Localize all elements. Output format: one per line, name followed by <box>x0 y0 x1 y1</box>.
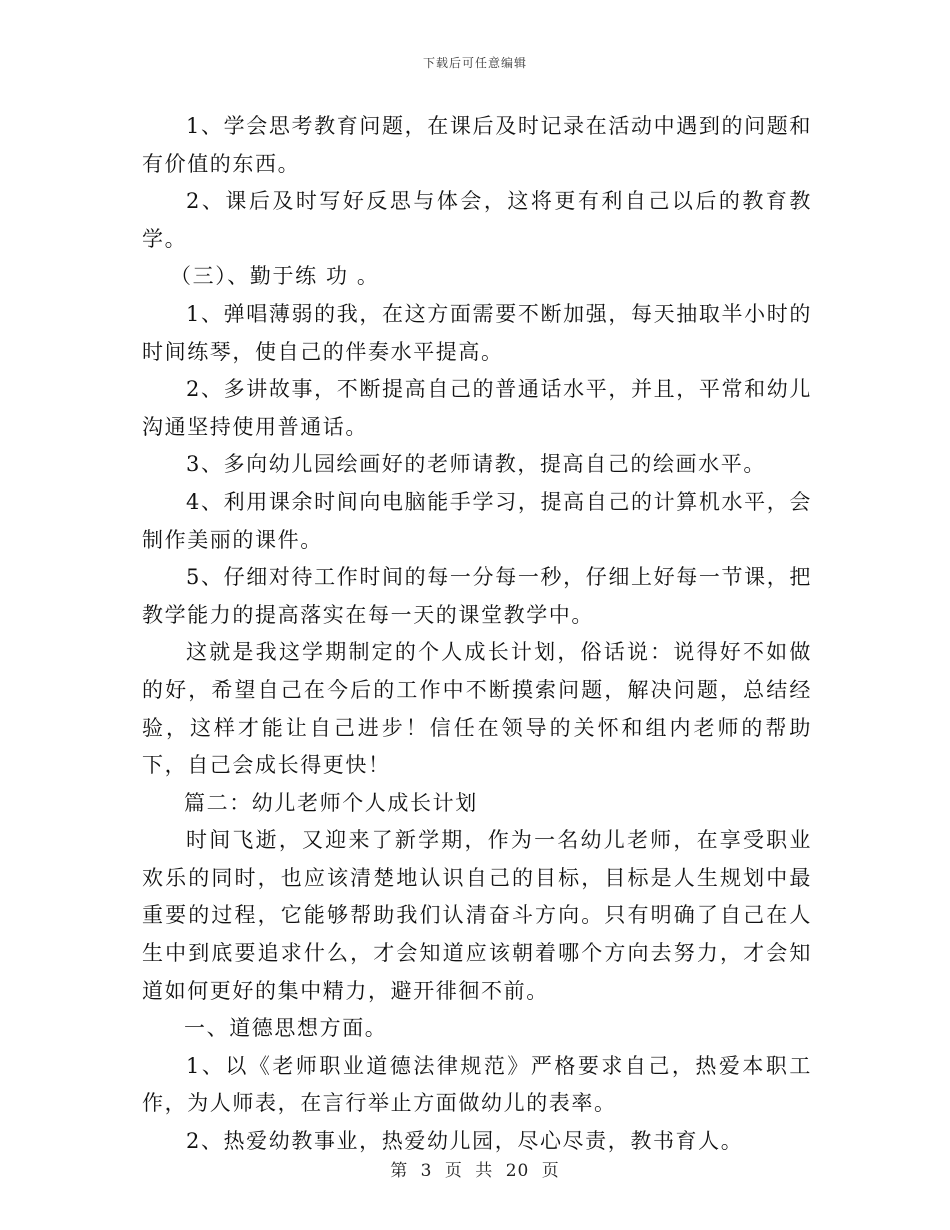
paragraph: 2、课后及时写好反思与体会，这将更有利自己以后的教育教学。 <box>142 189 812 251</box>
body-text <box>142 108 812 1161</box>
page-footer: 第 3 页 共 20 页 <box>390 1161 560 1181</box>
page-header: 下载后可任意编辑 <box>422 56 527 70</box>
paragraph: 时间飞逝，又迎来了新学期，作为一名幼儿老师，在享受职业欢乐的同时，也应该清楚地认识自己的目标，目标是人生规划中最重要的过程，它能够帮助我们认清奋斗方向。只有明确了自己在人生中到底要追求什么，才会知道应该朝着哪个方向去努力，才会知道如何更好的集中精力，避开徘徊不前。 <box>142 828 812 1003</box>
paragraph: 2、热爱幼教事业，热爱幼儿园，尽心尽责，教书育人。 <box>186 1129 744 1154</box>
section-heading: （三）、勤于练 功 。 <box>170 264 380 289</box>
paragraph: 2、多讲故事，不断提高自己的普通话水平，并且，平常和幼儿沟通坚持使用普通话。 <box>142 377 812 439</box>
paragraph: 5、仔细对待工作时间的每一分每一秒，仔细上好每一节课，把教学能力的提高落实在每一天的课堂教学中。 <box>142 565 812 627</box>
section-heading: 一、道德思想方面。 <box>184 1016 388 1041</box>
paragraph: 1、弹唱薄弱的我，在这方面需要不断加强，每天抽取半小时的时间练琴，使自己的伴奏水平提高。 <box>142 301 812 364</box>
paragraph: 4、利用课余时间向电脑能手学习，提高自己的计算机水平，会制作美丽的课件。 <box>142 489 812 552</box>
article-title: 篇二：幼儿老师个人成长计划 <box>184 790 478 815</box>
paragraph: 1、学会思考教育问题，在课后及时记录在活动中遇到的问题和有价值的东西。 <box>142 114 812 176</box>
paragraph: 这就是我这学期制定的个人成长计划，俗话说：说得好不如做的好，希望自己在今后的工作中不断摸索问题，解决问题，总结经验，这样才能让自己进步！信任在领导的关怀和组内老师的帮助下，自己会成长得更快！ <box>142 640 812 778</box>
paragraph: 1、以《老师职业道德法律规范》严格要求自己，热爱本职工作，为人师表，在言行举止方面做幼儿的表率。 <box>142 1053 812 1116</box>
paragraph: 3、多向幼儿园绘画好的老师请教，提高自己的绘画水平。 <box>186 452 766 477</box>
